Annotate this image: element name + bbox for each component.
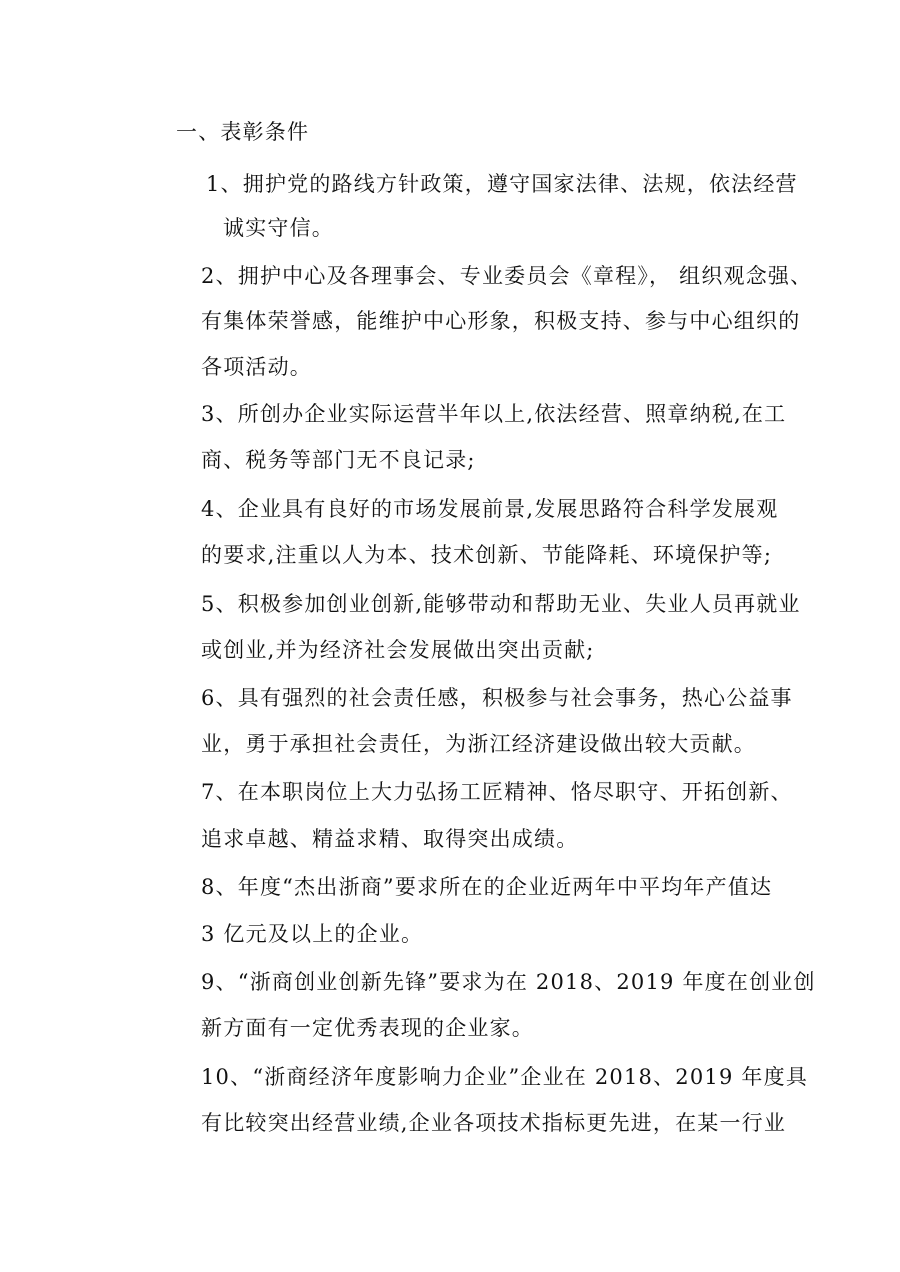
line-10: 5、积极参加创业创新,能够带动和帮助无业、失业人员再就业 — [201, 592, 801, 616]
line-11: 或创业,并为经济社会发展做出突出贡献; — [201, 638, 595, 662]
line-2: 诚实守信。 — [223, 216, 334, 240]
line-1: 1、拥护党的路线方针政策，遵守国家法律、法规，依法经营 — [206, 172, 798, 196]
line-15: 追求卓越、精益求精、取得突出成绩。 — [201, 827, 579, 851]
line-9: 的要求,注重以人为本、技术创新、节能降耗、环境保护等; — [201, 543, 773, 567]
line-7: 商、税务等部门无不良记录; — [201, 448, 476, 472]
line-21: 有比较突出经营业绩,企业各项技术指标更先进，在某一行业 — [201, 1111, 787, 1135]
line-6: 3、所创办企业实际运营半年以上,依法经营、照章纳税,在工 — [201, 402, 787, 426]
line-20: 10、“浙商经济年度影响力企业”企业在 2018、2019 年度具 — [201, 1065, 809, 1089]
section-heading: 一、表彰条件 — [176, 120, 310, 144]
line-16: 8、年度“杰出浙商”要求所在的企业近两年中平均年产值达 — [201, 875, 773, 899]
line-8: 4、企业具有良好的市场发展前景,发展思路符合科学发展观 — [201, 497, 779, 521]
line-13: 业，勇于承担社会责任，为浙江经济建设做出较大贡献。 — [201, 732, 756, 756]
line-3: 2、拥护中心及各理事会、专业委员会《章程》， 组织观念强、 — [201, 264, 813, 288]
line-14: 7、在本职岗位上大力弘扬工匠精神、恪尽职守、开拓创新、 — [201, 780, 793, 804]
line-4: 有集体荣誉感，能维护中心形象，积极支持、参与中心组织的 — [201, 309, 801, 333]
line-12: 6、具有强烈的社会责任感，积极参与社会事务，热心公益事 — [201, 686, 793, 710]
line-5: 各项活动。 — [201, 355, 312, 379]
line-18: 9、“浙商创业创新先锋”要求为在 2018、2019 年度在创业创 — [201, 970, 816, 994]
line-17: 3 亿元及以上的企业。 — [201, 922, 424, 946]
line-19: 新方面有一定优秀表现的企业家。 — [201, 1016, 534, 1040]
